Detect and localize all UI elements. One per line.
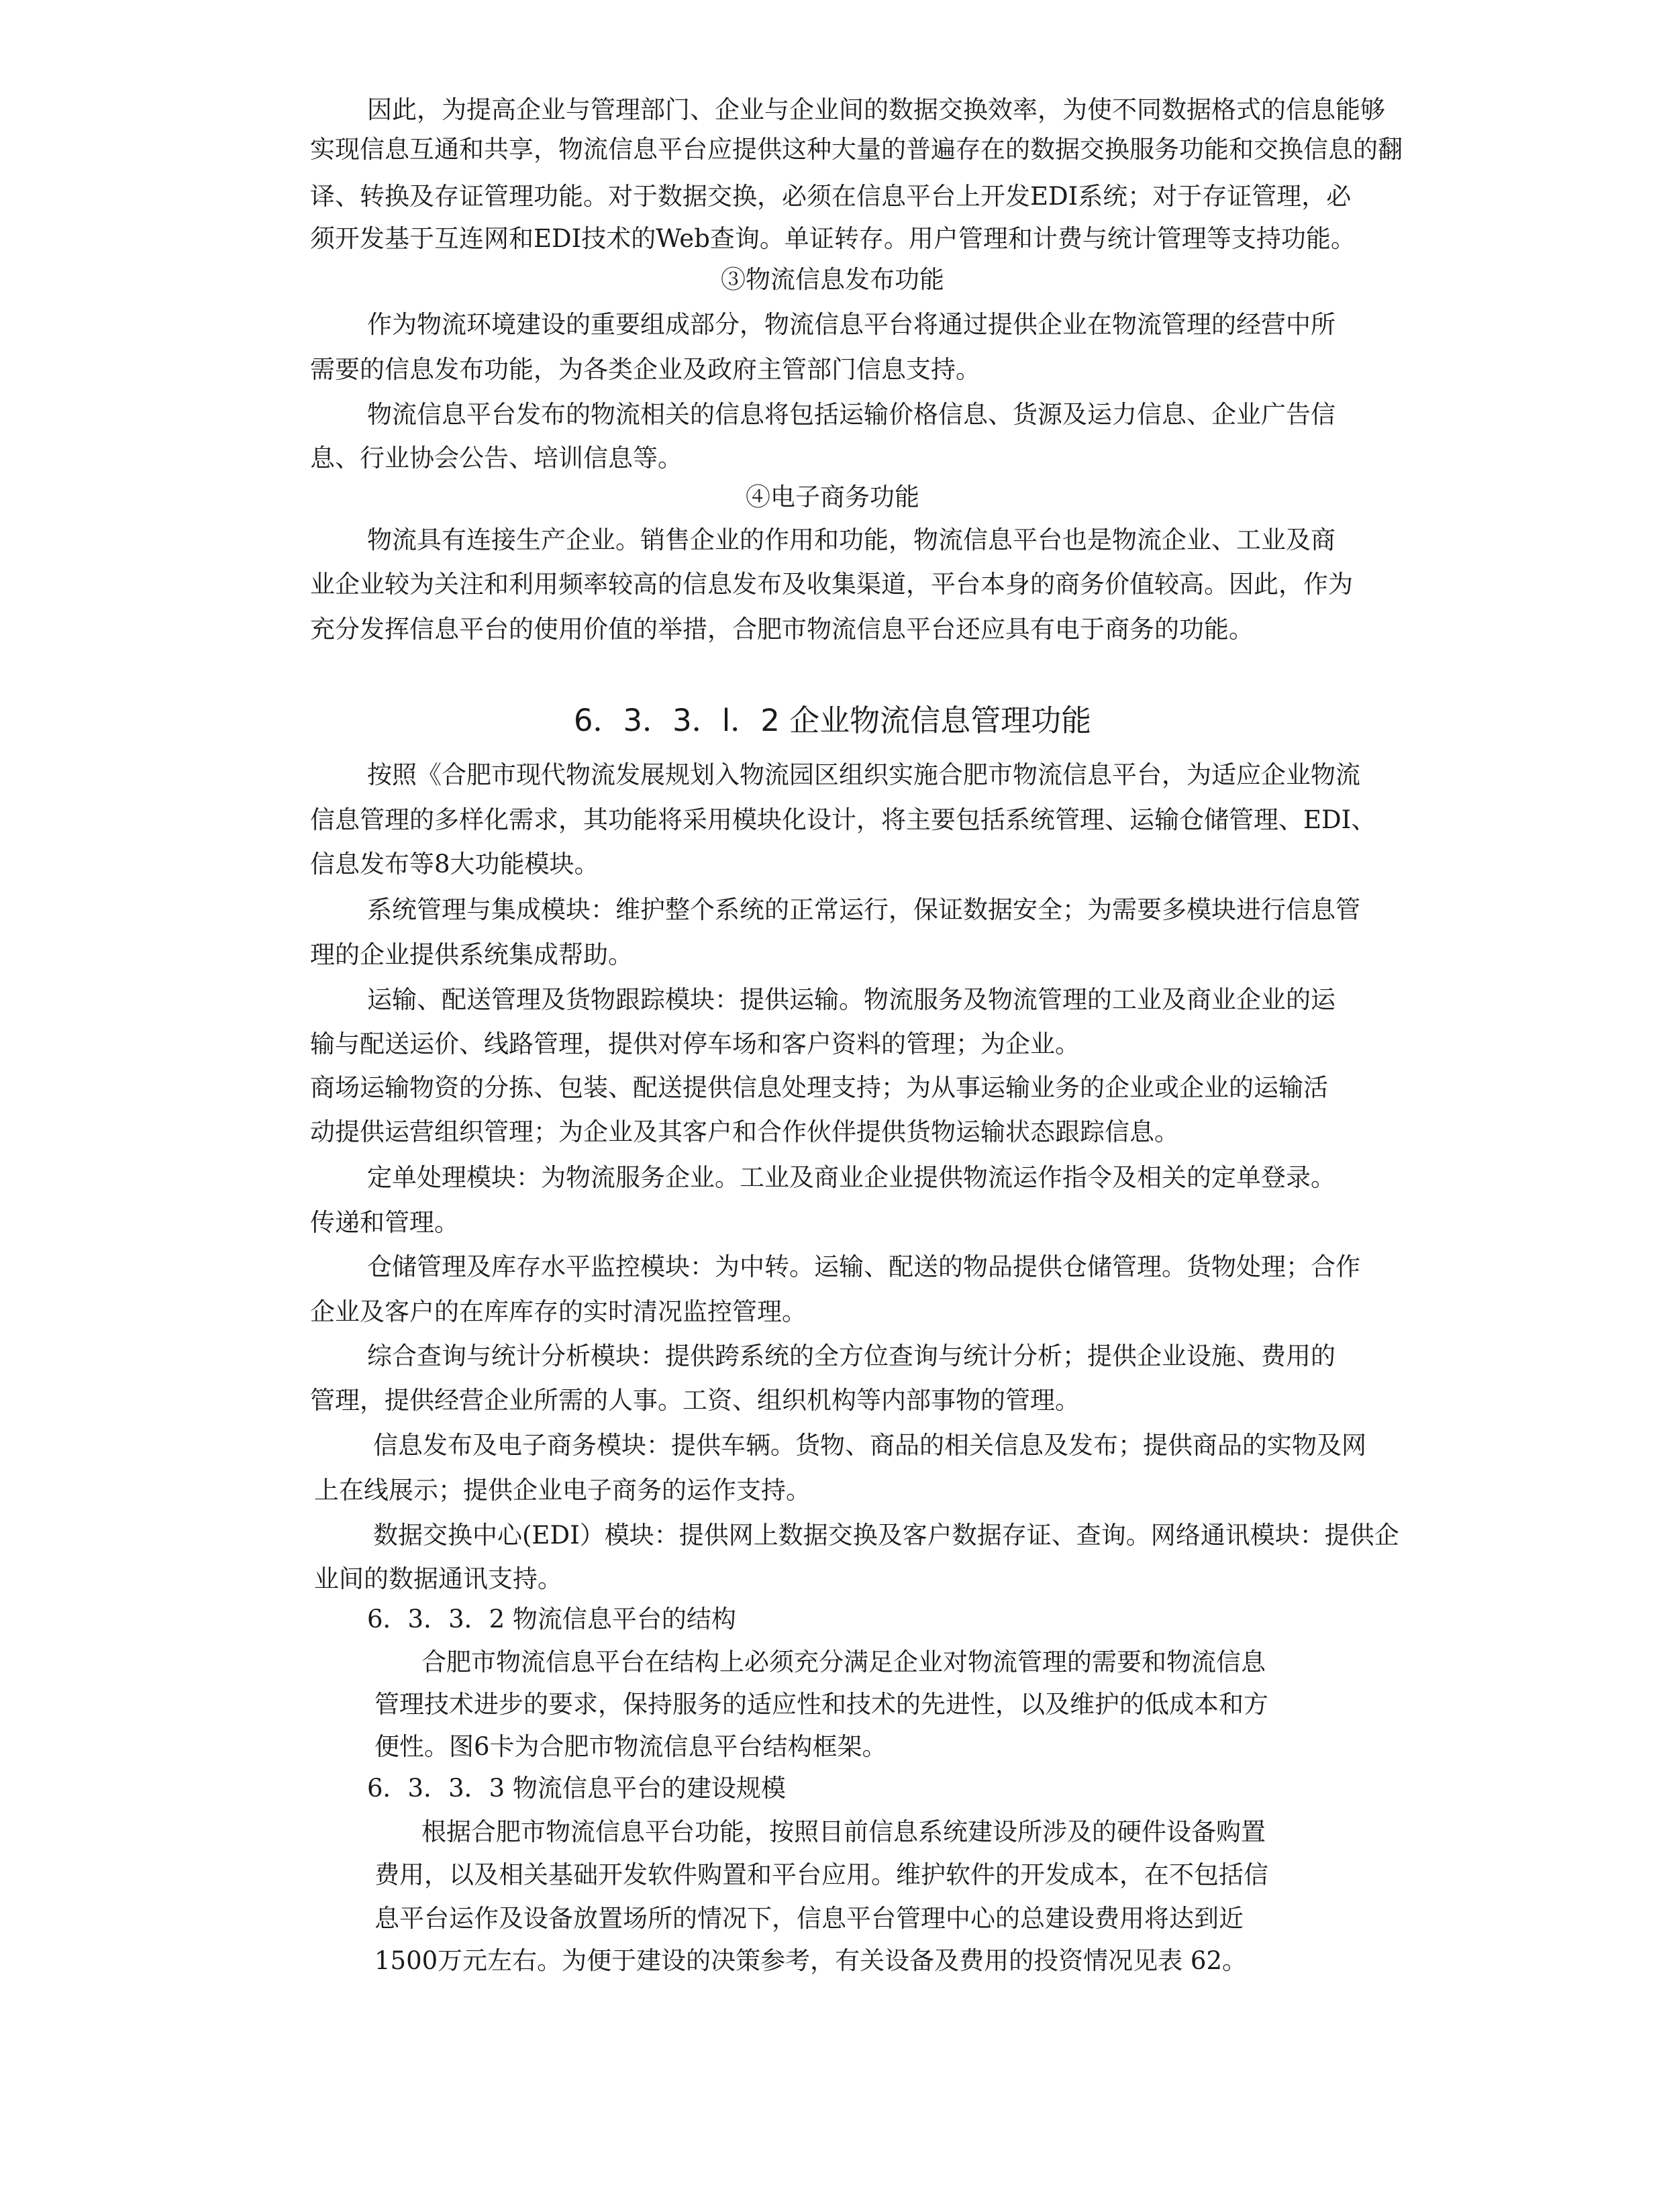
mod-edi-line-2: 业间的数据通讯支持。 <box>314 1564 562 1593</box>
structure-line-3: 便性。图6卡为合肥市物流信息平台结构框架。 <box>374 1732 887 1761</box>
mod-publish-line-1: 信息发布及电子商务模块：提供车辆。货物、商品的相关信息及发布；提供商品的实物及网 <box>373 1431 1366 1460</box>
scale-heading: 6．3．3．3 物流信息平台的建设规模 <box>367 1774 786 1803</box>
s3-para1-line-2: 需要的信息发布功能，为各类企业及政府主管部门信息支持。 <box>310 355 980 384</box>
intro-line-1: 因此，为提高企业与管理部门、企业与企业间的数据交换效率，为使不同数据格式的信息能够 <box>367 95 1385 124</box>
mod-order-line-2: 传递和管理。 <box>310 1208 459 1237</box>
mod-query-line-1: 综合查询与统计分析模块：提供跨系统的全方位查询与统计分析；提供企业设施、费用的 <box>367 1342 1335 1370</box>
s3-para2-line-1: 物流信息平台发布的物流相关的信息将包括运输价格信息、货源及运力信息、企业广告信 <box>367 400 1335 429</box>
mod-transport-line-2: 输与配送运价、线路管理，提供对停车场和客户资料的管理；为企业。 <box>310 1029 1080 1058</box>
intro-line-3: 译、转换及存证管理功能。对于数据交换，必须在信息平台上开发EDI系统；对于存证管理，必 <box>310 182 1352 211</box>
mod-query-line-2: 管理，提供经营企业所需的人事。工资、组织机构等内部事物的管理。 <box>310 1386 1080 1415</box>
mod-transport-line-3: 商场运输物资的分拣、包装、配送提供信息处理支持；为从事运输业务的企业或企业的运输活 <box>310 1073 1328 1102</box>
s3-para2-line-2: 息、行业协会公告、培训信息等。 <box>310 444 683 472</box>
mod-transport-line-1: 运输、配送管理及货物跟踪模块：提供运输。物流服务及物流管理的工业及商业企业的运 <box>367 985 1335 1014</box>
structure-heading: 6．3．3．2 物流信息平台的结构 <box>367 1605 736 1633</box>
mod-storage-line-2: 企业及客户的在库库存的实时清况监控管理。 <box>310 1297 807 1326</box>
mod-system-line-1: 系统管理与集成模块：维护整个系统的正常运行，保证数据安全；为需要多模块进行信息管 <box>367 895 1360 924</box>
scale-line-1: 根据合肥市物流信息平台功能，按照目前信息系统建设所涉及的硬件设备购置 <box>421 1817 1266 1846</box>
s4-line-1: 物流具有连接生产企业。销售企业的作用和功能，物流信息平台也是物流企业、工业及商 <box>367 525 1335 554</box>
s4-line-2: 业企业较为关注和利用频率较高的信息发布及收集渠道，平台本身的商务价值较高。因此，作为 <box>310 570 1353 599</box>
structure-line-1: 合肥市物流信息平台在结构上必须充分满足企业对物流管理的需要和物流信息 <box>421 1648 1266 1676</box>
mod-transport-line-4: 动提供运营组织管理；为企业及其客户和合作伙伴提供货物运输状态跟踪信息。 <box>310 1117 1179 1146</box>
section-4-heading: ④电子商务功能 <box>746 483 919 511</box>
main-intro-line-3: 信息发布等8大功能模块。 <box>310 850 599 878</box>
mod-system-line-2: 理的企业提供系统集成帮助。 <box>310 940 633 969</box>
mod-storage-line-1: 仓储管理及库存水平监控模块：为中转。运输、配送的物品提供仓储管理。货物处理；合作 <box>367 1252 1360 1281</box>
mod-publish-line-2: 上在线展示；提供企业电子商务的运作支持。 <box>314 1476 811 1505</box>
mod-edi-line-1: 数据交换中心(EDI）模块：提供网上数据交换及客户数据存证、查询。网络通讯模块：提供企 <box>373 1521 1399 1550</box>
scale-line-4: 1500万元左右。为便于建设的决策参考，有关设备及费用的投资情况见表 62。 <box>374 1946 1248 1975</box>
main-intro-line-2: 信息管理的多样化需求，其功能将采用模块化设计，将主要包括系统管理、运输仓储管理、EDI、 <box>310 805 1376 834</box>
s3-para1-line-1: 作为物流环境建设的重要组成部分，物流信息平台将通过提供企业在物流管理的经营中所 <box>367 310 1335 339</box>
scale-line-2: 费用，以及相关基础开发软件购置和平台应用。维护软件的开发成本，在不包括信 <box>374 1860 1268 1889</box>
intro-line-4: 须开发基于互连网和EDI技术的Web查询。单证转存。用户管理和计费与统计管理等支持功能。 <box>310 224 1356 253</box>
main-section-heading: 6．3．3．l．2 企业物流信息管理功能 <box>573 703 1092 738</box>
main-intro-line-1: 按照《合肥市现代物流发展规划入物流园区组织实施合肥市物流信息平台，为适应企业物流 <box>367 760 1360 789</box>
s4-line-3: 充分发挥信息平台的使用价值的举措，合肥市物流信息平台还应具有电于商务的功能。 <box>310 615 1254 644</box>
intro-line-2: 实现信息互通和共享，物流信息平台应提供这种大量的普遍存在的数据交换服务功能和交换信息的翻 <box>310 135 1403 164</box>
mod-order-line-1: 定单处理模块：为物流服务企业。工业及商业企业提供物流运作指令及相关的定单登录。 <box>367 1163 1335 1192</box>
section-3-heading: ③物流信息发布功能 <box>721 265 944 294</box>
structure-line-2: 管理技术进步的要求，保持服务的适应性和技术的先进性，以及维护的低成本和方 <box>374 1690 1268 1719</box>
scale-line-3: 息平台运作及设备放置场所的情况下，信息平台管理中心的总建设费用将达到近 <box>374 1904 1244 1933</box>
